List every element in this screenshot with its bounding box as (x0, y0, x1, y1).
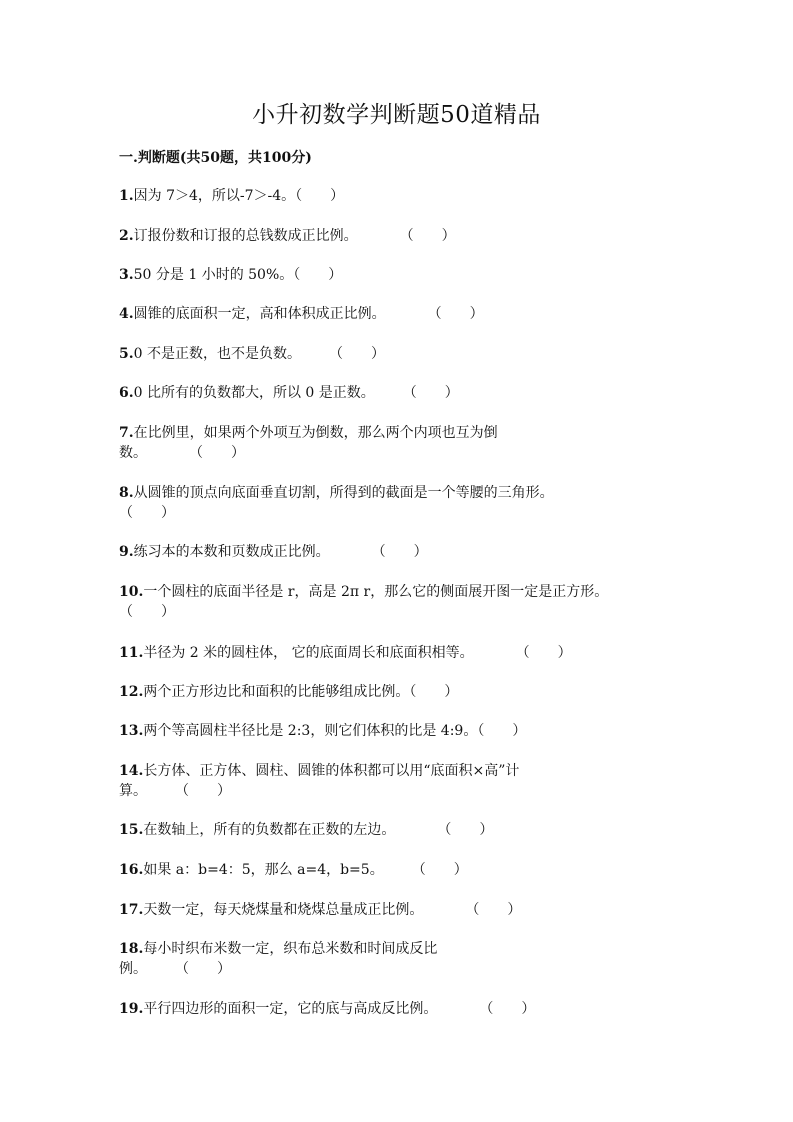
question-3: 3.50 分是 1 小时的 50%。（ ） (119, 267, 343, 283)
question-16: 16.如果 a：b=4：5，那么 a=4，b=5。 （ ） (119, 862, 468, 878)
question-8: 8.从圆锥的顶点向底面垂直切割，所得到的截面是一个等腰的三角形。 （ ） (119, 485, 554, 521)
question-18: 18.每小时织布米数一定，织布总米数和时间成反比 例。 （ ） (119, 941, 438, 977)
page-title: 小升初数学判断题50道精品 (252, 102, 541, 128)
question-12: 12.两个正方形边比和面积的比能够组成比例。（ ） (119, 684, 459, 700)
question-19: 19.平行四边形的面积一定，它的底与高成反比例。 （ ） (119, 1001, 536, 1017)
question-17: 17.天数一定，每天烧煤量和烧煤总量成正比例。 （ ） (119, 902, 522, 918)
question-6: 6.0 比所有的负数都大，所以 0 是正数。 （ ） (119, 385, 459, 401)
question-10: 10.一个圆柱的底面半径是 r，高是 2π r，那么它的侧面展开图一定是正方形。 （ ） (119, 584, 609, 620)
section-heading: 一.判断题(共50题，共100分) (119, 150, 312, 166)
question-11: 11.半径为 2 米的圆柱体， 它的底面周长和底面积相等。 （ ） (119, 645, 572, 661)
question-5: 5.0 不是正数，也不是负数。 （ ） (119, 346, 385, 362)
question-15: 15.在数轴上，所有的负数都在正数的左边。 （ ） (119, 822, 494, 838)
question-4: 4.圆锥的底面积一定，高和体积成正比例。 （ ） (119, 306, 484, 322)
question-13: 13.两个等高圆柱半径比是 2:3，则它们体积的比是 4:9。（ ） (119, 723, 527, 739)
question-2: 2.订报份数和订报的总钱数成正比例。 （ ） (119, 228, 456, 244)
question-7: 7.在比例里，如果两个外项互为倒数，那么两个内项也互为倒 数。 （ ） (119, 425, 498, 461)
question-14: 14.长方体、正方体、圆柱、圆锥的体积都可以用“底面积×高”计 算。 （ ） (119, 763, 520, 799)
question-1: 1.因为 7＞4，所以-7＞-4。（ ） (119, 188, 345, 204)
question-9: 9.练习本的本数和页数成正比例。 （ ） (119, 544, 428, 560)
